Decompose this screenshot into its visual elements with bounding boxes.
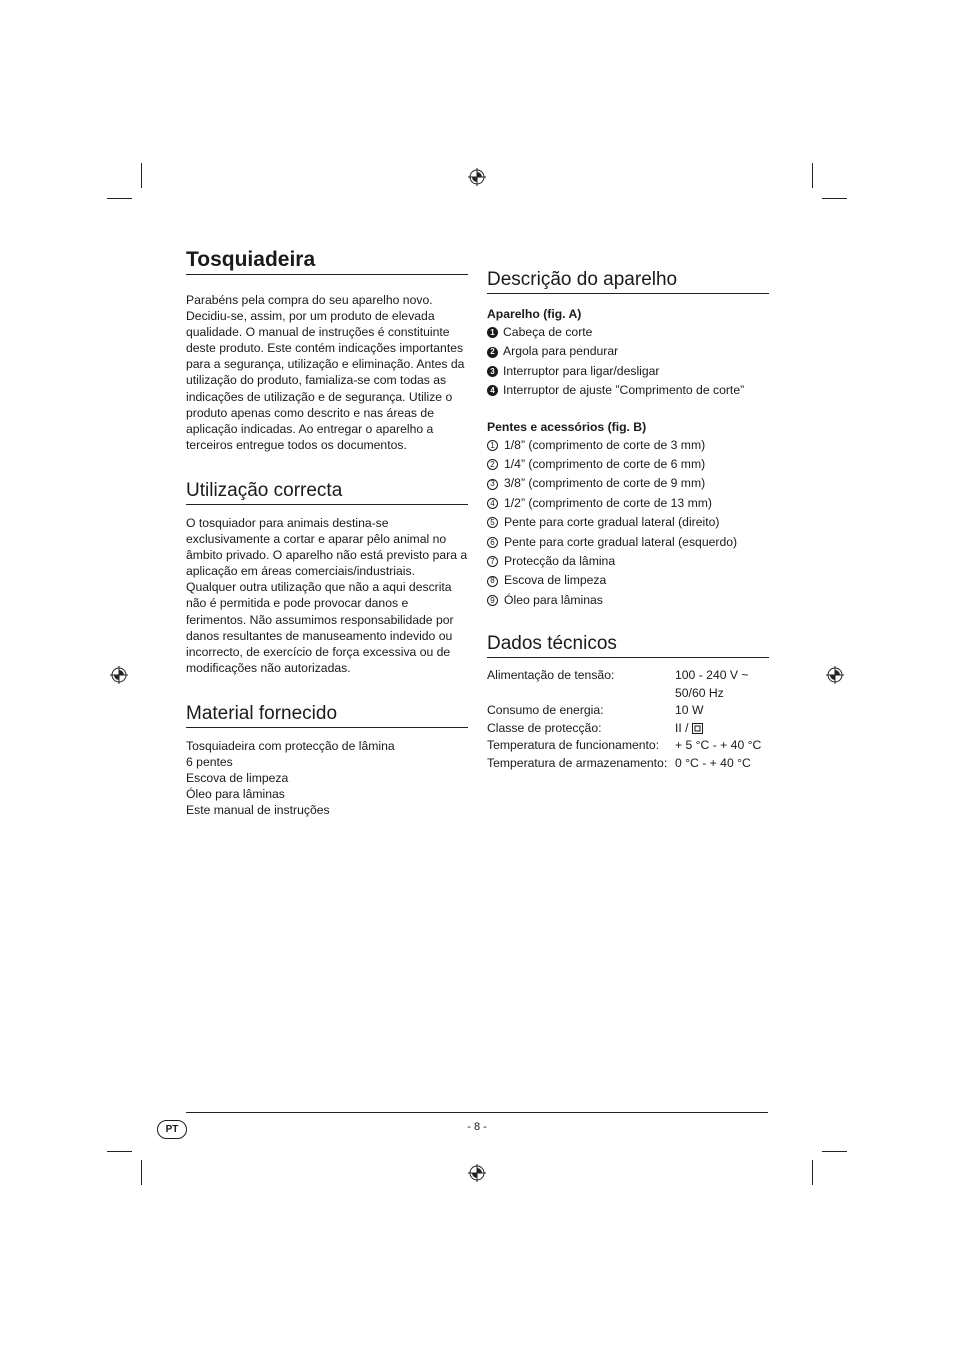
list-item <box>487 436 769 455</box>
list-item <box>487 381 769 400</box>
list-item <box>487 552 769 571</box>
tech-label: Temperatura de armazenamento: <box>487 755 668 770</box>
crop-mark <box>812 163 813 188</box>
supply-item: Escova de limpeza <box>186 771 289 786</box>
supply-heading: Material fornecido <box>186 702 468 728</box>
list-item-text: 1/8” (comprimento de corte de 3 mm) <box>504 437 706 452</box>
combs-subheading: Pentes e acessórios (fig. B) <box>487 419 647 434</box>
combs-list <box>487 436 769 611</box>
number-badge: 9 <box>487 595 498 606</box>
list-item <box>487 533 769 552</box>
list-item-text: Interruptor para ligar/desligar <box>503 363 660 378</box>
right-column <box>487 268 769 772</box>
device-parts-list <box>487 323 769 401</box>
supply-list <box>186 738 468 818</box>
footer-rule <box>186 1112 768 1113</box>
tech-heading: Dados técnicos <box>487 632 769 658</box>
language-badge: PT <box>157 1120 187 1139</box>
crop-mark <box>141 1160 142 1185</box>
page-number: - 8 - <box>467 1121 487 1133</box>
tech-value-line: 50/60 Hz <box>675 685 724 700</box>
list-item-text: Interruptor de ajuste ”Comprimento de corte” <box>503 383 745 398</box>
crop-mark <box>812 1160 813 1185</box>
crop-mark <box>107 1151 132 1152</box>
tech-table <box>487 667 769 772</box>
list-item <box>487 513 769 532</box>
number-badge: 3 <box>487 479 498 490</box>
tech-label: Consumo de energia: <box>487 703 604 718</box>
number-badge: 3 <box>487 366 498 377</box>
number-badge: 4 <box>487 385 498 396</box>
list-item <box>487 591 769 610</box>
list-item-text: Protecção da lâmina <box>504 554 616 569</box>
list-item <box>487 494 769 513</box>
number-badge: 1 <box>487 327 498 338</box>
list-item <box>487 571 769 590</box>
number-badge: 8 <box>487 576 498 587</box>
list-item-text: 3/8” (comprimento de corte de 9 mm) <box>504 476 706 491</box>
number-badge: 2 <box>487 459 498 470</box>
double-insulation-icon <box>692 723 703 734</box>
supply-item: Este manual de instruções <box>186 803 330 818</box>
list-item <box>487 323 769 342</box>
number-badge: 7 <box>487 556 498 567</box>
number-badge: 4 <box>487 498 498 509</box>
left-column <box>186 247 468 818</box>
tech-label: Temperatura de funcionamento: <box>487 738 660 753</box>
crop-mark <box>107 198 132 199</box>
list-item-text: 1/2” (comprimento de corte de 13 mm) <box>504 495 712 510</box>
protection-class-text: II / <box>675 720 689 735</box>
list-item-text: Óleo para lâminas <box>504 592 603 607</box>
tech-label: Alimentação de tensão: <box>487 668 615 683</box>
tech-label: Classe de protecção: <box>487 720 602 735</box>
registration-mark-icon <box>468 168 486 186</box>
list-item-text: Argola para pendurar <box>503 344 619 359</box>
intro-text: Parabéns pela compra do seu aparelho novo. Decidiu-se, assim, por um produto de elevada qualidade. O manual de instruções é constituinte deste produto. Este contém indicações importantes para a segurança, utilização e eliminação. Antes da utilização do produto, famializa-se com todas as indicações de utilização e de segurança. Utilize o produto apenas como descrito e nas áreas de aplicação indicadas. Ao entregar o aparelho a terceiros entregue todos os documentos. <box>186 293 465 452</box>
supply-item: 6 pentes <box>186 754 233 769</box>
list-item-text: Cabeça de corte <box>503 325 593 339</box>
number-badge: 6 <box>487 537 498 548</box>
number-badge: 2 <box>487 347 498 358</box>
registration-mark-icon <box>468 1164 486 1182</box>
list-item <box>487 474 769 493</box>
crop-mark <box>822 198 847 199</box>
list-item-text: Pente para corte gradual lateral (esquerdo) <box>504 534 738 549</box>
tech-value-line: 100 - 240 V ~ <box>675 668 749 683</box>
registration-mark-icon <box>826 666 844 684</box>
tech-value: 10 W <box>675 703 704 718</box>
number-badge: 1 <box>487 440 498 451</box>
description-heading: Descrição do aparelho <box>487 268 769 294</box>
list-item-text: Escova de limpeza <box>504 573 607 588</box>
tech-value <box>675 667 769 702</box>
registration-mark-icon <box>110 666 128 684</box>
device-subheading: Aparelho (fig. A) <box>487 307 582 321</box>
list-item-text: 1/4” (comprimento de corte de 6 mm) <box>504 457 706 472</box>
supply-item: Óleo para lâminas <box>186 787 285 802</box>
list-item <box>487 362 769 381</box>
use-heading: Utilização correcta <box>186 479 468 505</box>
crop-mark <box>141 163 142 188</box>
list-item <box>487 455 769 474</box>
number-badge: 5 <box>487 517 498 528</box>
tech-value <box>675 720 769 738</box>
list-item-text: Pente para corte gradual lateral (direito) <box>504 515 720 530</box>
tech-value: + 5 °C - + 40 °C <box>675 738 762 753</box>
supply-item: Tosquiadeira com protecção de lâmina <box>186 738 395 753</box>
list-item <box>487 342 769 361</box>
crop-mark <box>822 1151 847 1152</box>
tech-value: 0 °C - + 40 °C <box>675 755 751 770</box>
use-text: O tosquiador para animais destina-se exclusivamente a cortar e aparar pêlo animal no âmbito privado. O aparelho não está previsto para a aplicação em áreas comerciais/industriais. Qualquer outra utilização que não a aqui descrita não é permitida e pode provocar danos e ferimentos. Não assumimos responsabilidade por danos resultantes de manuseamento indevido ou incorrecto, de exercício de força excessiva ou de modificações não autorizadas. <box>186 515 468 675</box>
page-title: Tosquiadeira <box>186 247 468 275</box>
